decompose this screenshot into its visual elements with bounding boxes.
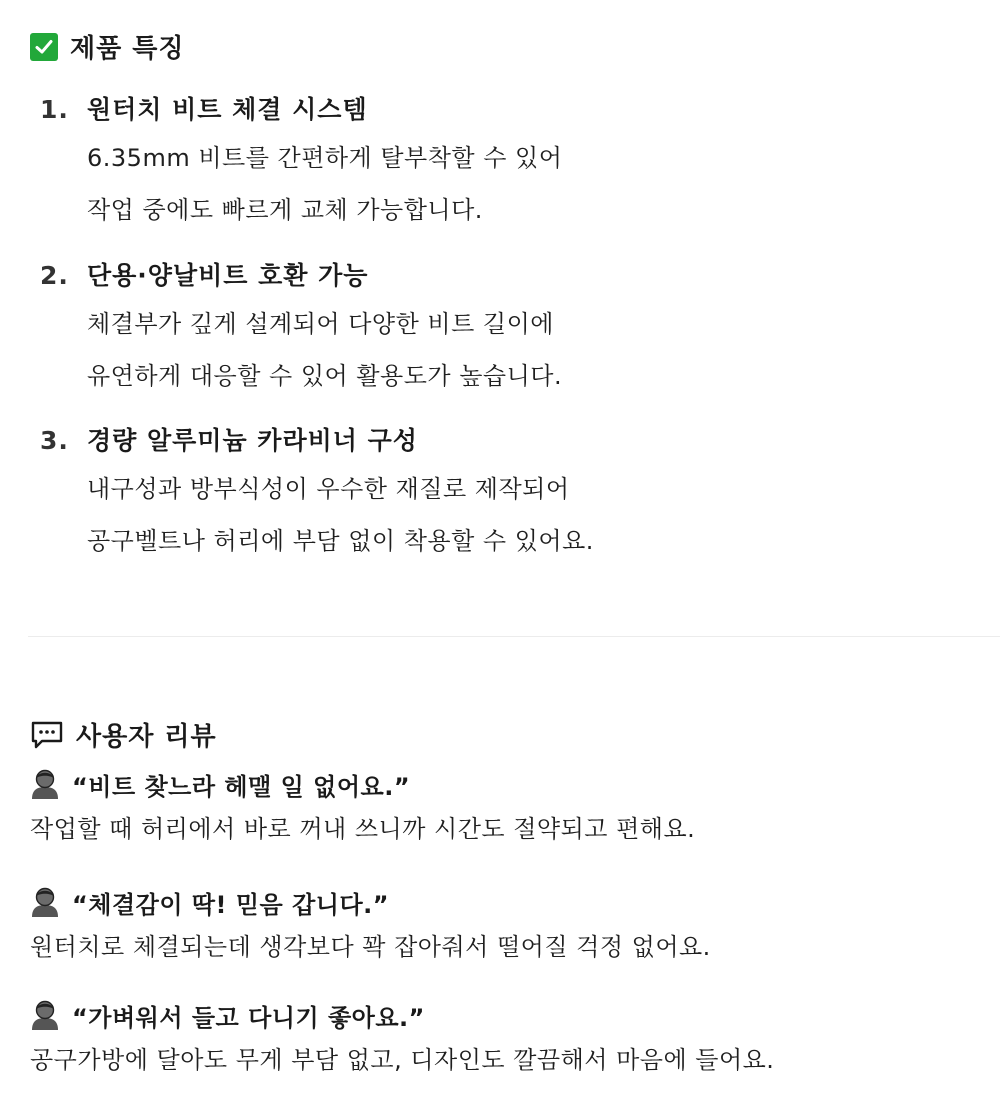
- feature-description-line: 내구성과 방부식성이 우수한 재질로 제작되어: [87, 475, 570, 503]
- speech-bubble-icon: [30, 720, 64, 750]
- review-item: [30, 882, 980, 972]
- review-quote: “가벼워서 들고 다니기 좋아요.”: [72, 1003, 425, 1032]
- feature-title-row: [40, 90, 940, 132]
- features-heading: [30, 28, 185, 65]
- review-quote: “비트 찾느라 헤맬 일 없어요.”: [72, 772, 411, 801]
- feature-number: 2.: [40, 261, 69, 290]
- section-divider: [28, 636, 1000, 637]
- review-quote: “체결감이 딱! 믿음 갑니다.”: [72, 890, 390, 919]
- features-title: 제품 특징: [70, 34, 185, 64]
- review-quote-row: [30, 995, 980, 1035]
- feature-description-line: 체결부가 깊게 설계되어 다양한 비트 길이에: [87, 310, 554, 338]
- reviews-heading: [30, 716, 217, 753]
- reviews-title: 사용자 리뷰: [76, 722, 217, 752]
- feature-description-line: 작업 중에도 빠르게 교체 가능합니다.: [87, 196, 483, 224]
- feature-description-line: 공구벨트나 허리에 부담 없이 착용할 수 있어요.: [87, 527, 594, 555]
- review-text: 공구가방에 달아도 무게 부담 없고, 디자인도 깔끔해서 마음에 들어요.: [30, 1046, 775, 1074]
- person-icon: [30, 768, 60, 800]
- review-text: 원터치로 체결되는데 생각보다 꽉 잡아줘서 떨어질 걱정 없어요.: [30, 933, 711, 961]
- feature-description-line: 유연하게 대응할 수 있어 활용도가 높습니다.: [87, 362, 563, 390]
- feature-description-line: 6.35mm 비트를 간편하게 탈부착할 수 있어: [87, 144, 563, 172]
- check-mark-icon: [30, 33, 58, 61]
- feature-item: [40, 421, 940, 567]
- feature-title-row: [40, 421, 940, 463]
- feature-title: 원터치 비트 체결 시스템: [87, 95, 368, 124]
- feature-number: 3.: [40, 426, 69, 455]
- review-item: [30, 764, 980, 854]
- feature-title: 단용·양날비트 호환 가능: [87, 261, 369, 290]
- feature-title: 경량 알루미늄 카라비너 구성: [87, 426, 418, 455]
- feature-item: [40, 90, 940, 236]
- review-item: [30, 995, 980, 1085]
- feature-number: 1.: [40, 95, 69, 124]
- person-icon: [30, 999, 60, 1031]
- review-quote-row: [30, 764, 980, 804]
- feature-title-row: [40, 256, 940, 298]
- review-text: 작업할 때 허리에서 바로 꺼내 쓰니까 시간도 절약되고 편해요.: [30, 815, 696, 843]
- person-icon: [30, 886, 60, 918]
- review-quote-row: [30, 882, 980, 922]
- feature-item: [40, 256, 940, 402]
